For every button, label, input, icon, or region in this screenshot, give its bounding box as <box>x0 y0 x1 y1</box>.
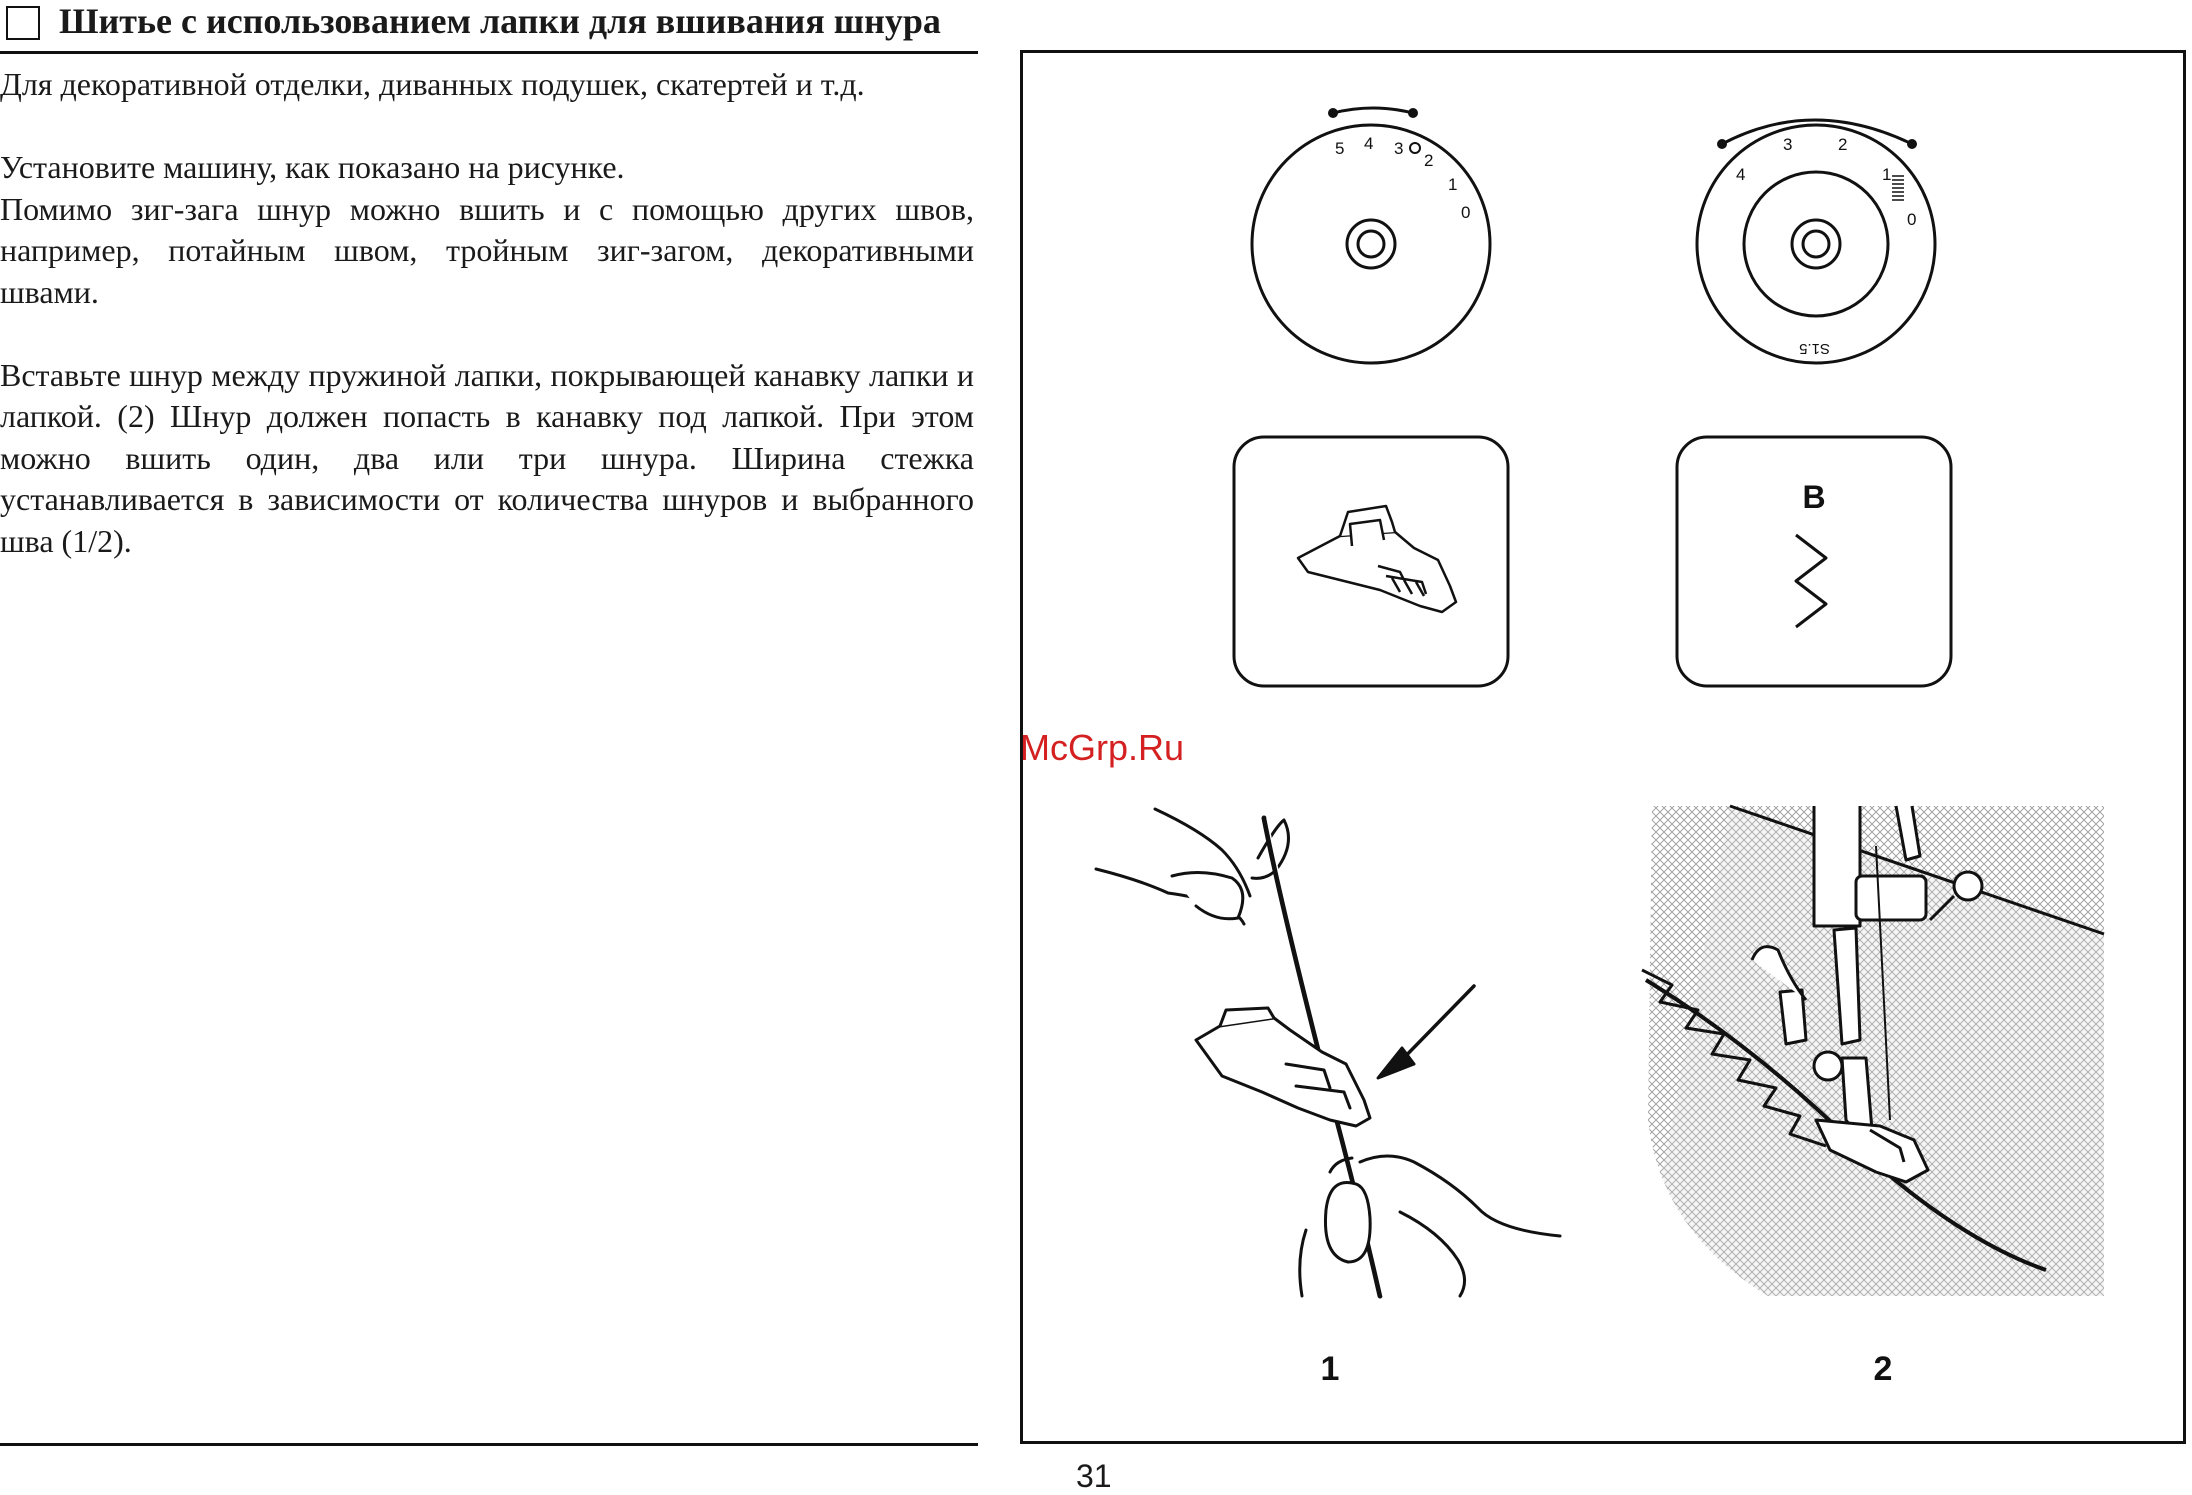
dial-length-num: 4 <box>1736 165 1746 184</box>
cording-foot-icon <box>1298 506 1456 612</box>
paragraph-setup: Установите машину, как показано на рисунке. <box>0 149 625 185</box>
dial-width-num: 2 <box>1424 151 1434 170</box>
dial-width-num: 0 <box>1461 203 1471 222</box>
paragraph-stitches: Помимо зиг-зага шнур можно вшить и с помощью других швов, например, потайным швом, тройным зиг-загом, декоративными швами. <box>0 190 974 310</box>
dial-length-num: 2 <box>1838 135 1848 154</box>
paragraph-insert-cord: Вставьте шнур между пружиной лапки, покрывающей канавку лапки и лапкой. (2) Шнур должен попасть в канавку под лапкой. При этом можно вшить один, два или три шнура. Ширина стежка устанавливается в зависимости от количества шнуров и выбранного шва (1/2). <box>0 356 974 559</box>
page-number: 31 <box>1076 1458 1112 1494</box>
illustration-label-2: 2 <box>1873 1350 1893 1388</box>
dial-width-num: 4 <box>1364 134 1374 153</box>
watermark: McGrp.Ru <box>1020 727 1185 768</box>
dial-length-num: 0 <box>1907 210 1917 229</box>
section-title: Шитье с использованием лапки для вшивания шнура <box>59 1 941 41</box>
dial-length-special: S1.5 <box>1799 340 1830 357</box>
paragraph-purpose: Для декоративной отделки, диванных подушек, скатертей и т.д. <box>0 66 865 102</box>
presser-foot-panel <box>1234 437 1508 686</box>
threading-cord-illustration <box>1096 809 1560 1296</box>
dial-width-num: 5 <box>1335 139 1345 158</box>
stitch-pattern-panel <box>1677 437 1951 686</box>
machine-sewing-illustration <box>1640 800 2110 1300</box>
illustration-label-1: 1 <box>1320 1350 1340 1388</box>
dial-length-num: 1 <box>1882 165 1892 184</box>
stitch-length-dial <box>1697 120 1935 363</box>
zigzag-stitch-icon <box>1796 535 1826 627</box>
dial-width-num: 3 <box>1394 139 1404 158</box>
stitch-letter: B <box>1802 479 1826 515</box>
dial-length-num: 3 <box>1783 135 1793 154</box>
stitch-width-dial <box>1252 108 1490 363</box>
dial-width-num: 1 <box>1448 175 1458 194</box>
